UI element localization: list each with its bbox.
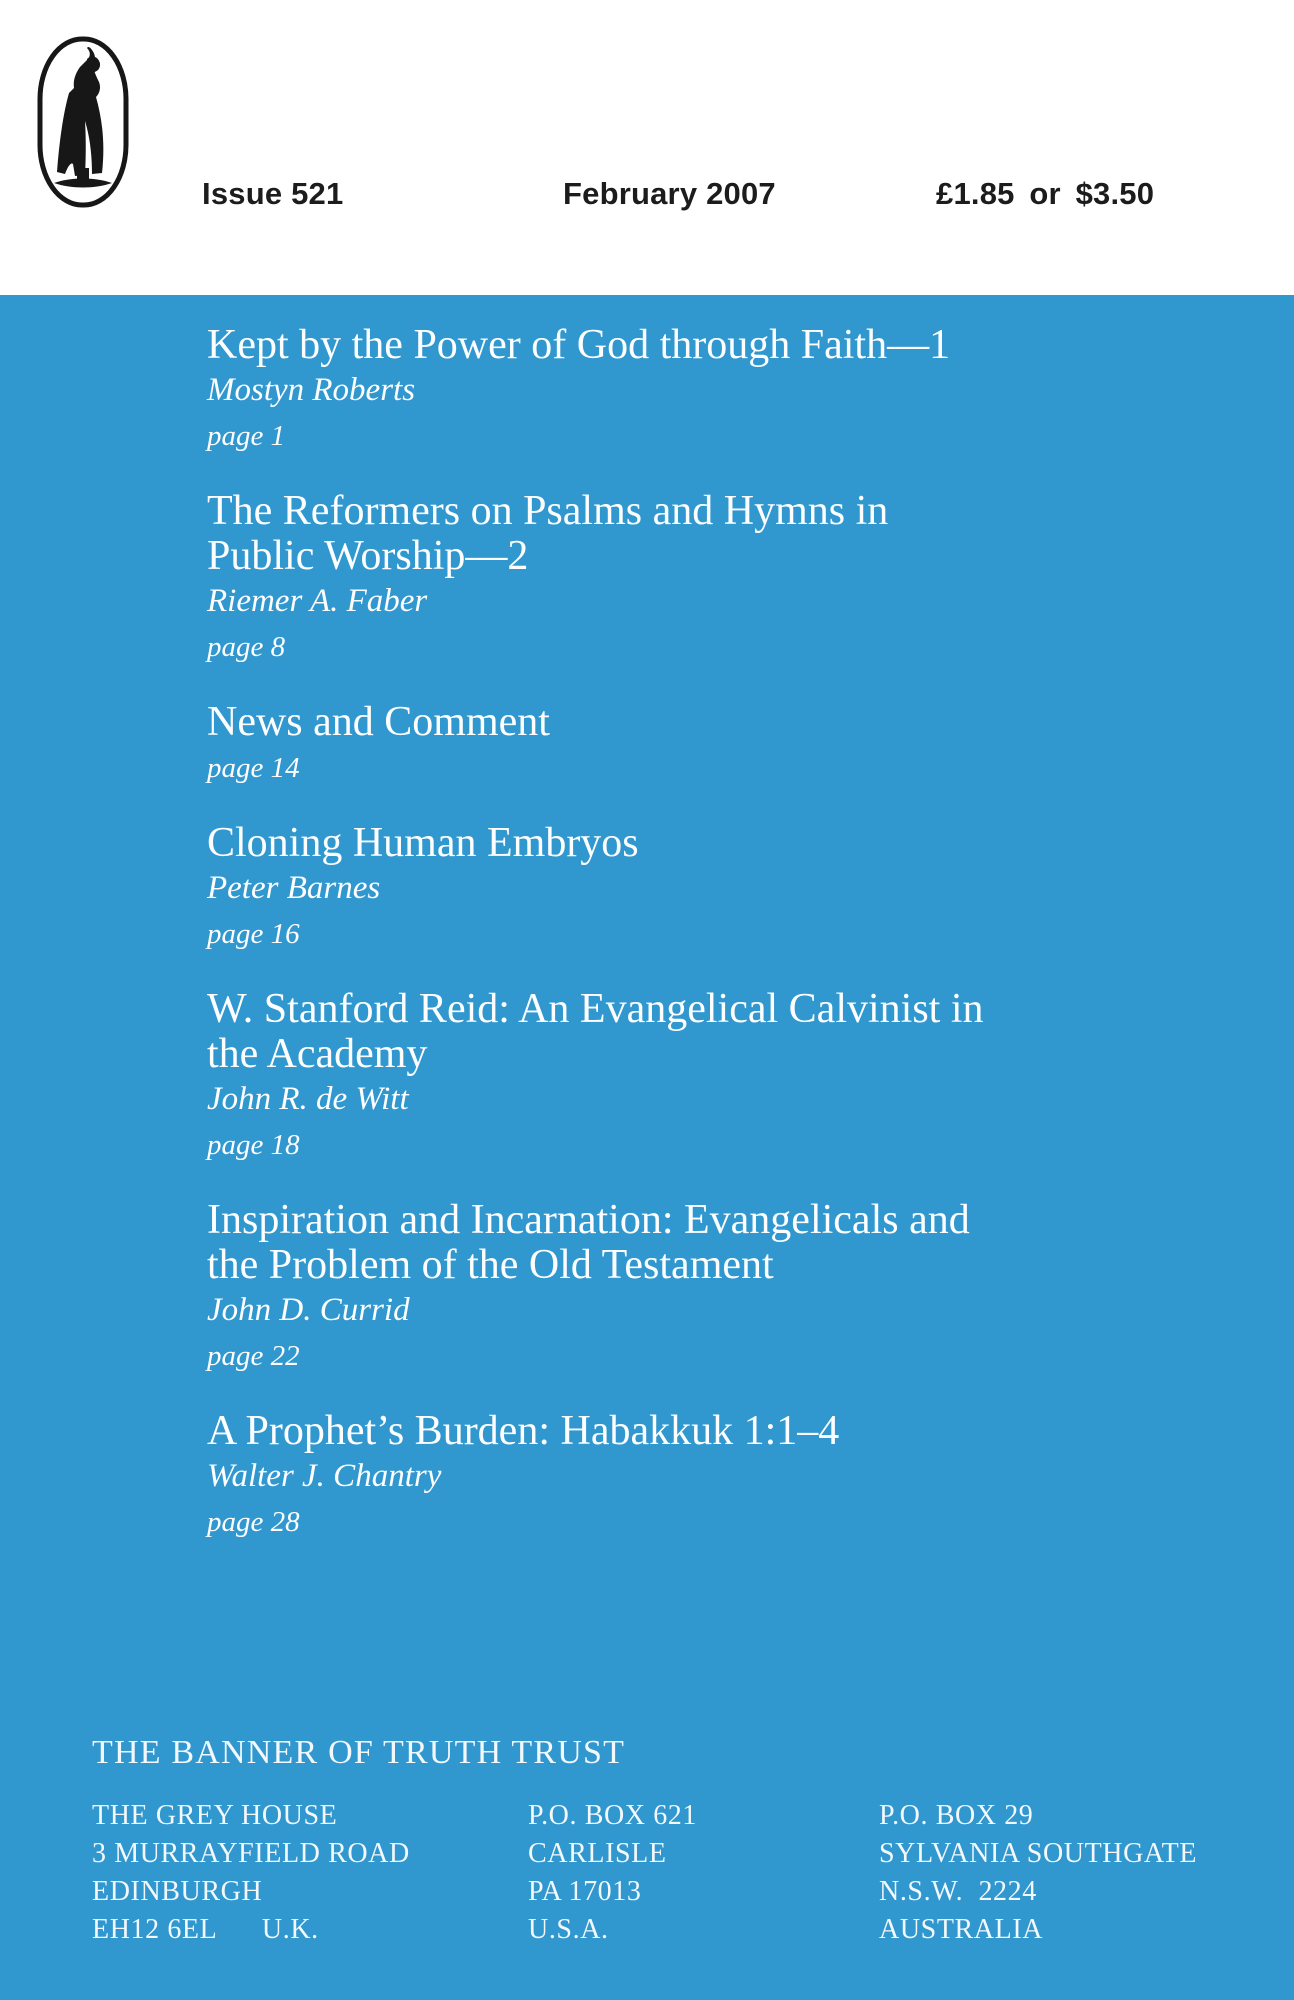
article-page: page 18	[207, 1129, 300, 1161]
table-of-contents	[207, 323, 1227, 1575]
toc-item	[207, 700, 1227, 791]
toc-item	[207, 323, 1227, 459]
publisher-block	[92, 1733, 1232, 1967]
address-line: CARLISLE	[528, 1838, 667, 1869]
toc-item	[207, 821, 1227, 957]
address-line: P.O. BOX 29	[879, 1800, 1034, 1831]
article-title: The Reformers on Psalms and Hymns in	[207, 488, 889, 534]
article-page: page 22	[207, 1340, 300, 1372]
article-author: John R. de Witt	[207, 1081, 409, 1117]
address-line: U.S.A.	[528, 1914, 609, 1945]
address-line: AUSTRALIA	[879, 1914, 1044, 1945]
address-line: 3 MURRAYFIELD ROAD	[92, 1838, 410, 1869]
article-title: Kept by the Power of God through Faith—1	[207, 322, 951, 368]
toc-item	[207, 987, 1227, 1168]
address-line: PA 17013	[528, 1876, 642, 1907]
article-title: the Academy	[207, 1031, 428, 1077]
article-author: John D. Currid	[207, 1292, 410, 1328]
address-line: N.S.W. 2224	[879, 1876, 1037, 1907]
address-line: EDINBURGH	[92, 1876, 263, 1907]
toc-item	[207, 1198, 1227, 1379]
address-usa	[528, 1797, 697, 1949]
address-line: THE GREY HOUSE	[92, 1800, 338, 1831]
article-title: Inspiration and Incarnation: Evangelicals and	[207, 1197, 970, 1243]
article-page: page 8	[207, 631, 286, 663]
article-page: page 16	[207, 918, 300, 950]
address-line: SYLVANIA SOUTHGATE	[879, 1838, 1198, 1869]
toc-item	[207, 489, 1227, 670]
address-uk	[92, 1797, 410, 1949]
address-line: P.O. BOX 621	[528, 1800, 698, 1831]
article-page: page 28	[207, 1506, 300, 1538]
issue-number: Issue 521	[202, 176, 344, 211]
article-title: the Problem of the Old Testament	[207, 1242, 774, 1288]
banner-of-truth-preacher-logo-icon	[34, 34, 132, 212]
article-title: A Prophet’s Burden: Habakkuk 1:1–4	[207, 1408, 840, 1454]
article-author: Mostyn Roberts	[207, 372, 416, 408]
article-title: Public Worship—2	[207, 533, 529, 579]
publisher-name: THE BANNER OF TRUTH TRUST	[92, 1734, 626, 1771]
article-author: Walter J. Chantry	[207, 1458, 442, 1494]
article-author: Peter Barnes	[207, 870, 381, 906]
article-page: page 1	[207, 420, 286, 452]
toc-item	[207, 1409, 1227, 1545]
article-title: W. Stanford Reid: An Evangelical Calvinist in	[207, 986, 984, 1032]
article-page: page 14	[207, 752, 300, 784]
address-line: EH12 6EL U.K.	[92, 1914, 319, 1945]
article-author: Riemer A. Faber	[207, 583, 428, 619]
article-title: News and Comment	[207, 699, 550, 745]
issue-price: £1.85 or $3.50	[936, 176, 1155, 211]
publisher-addresses	[92, 1797, 1232, 1967]
address-australia	[879, 1797, 1197, 1949]
issue-date: February 2007	[563, 176, 776, 211]
article-title: Cloning Human Embryos	[207, 820, 639, 866]
masthead	[0, 0, 1294, 295]
contents-panel	[0, 295, 1294, 2000]
